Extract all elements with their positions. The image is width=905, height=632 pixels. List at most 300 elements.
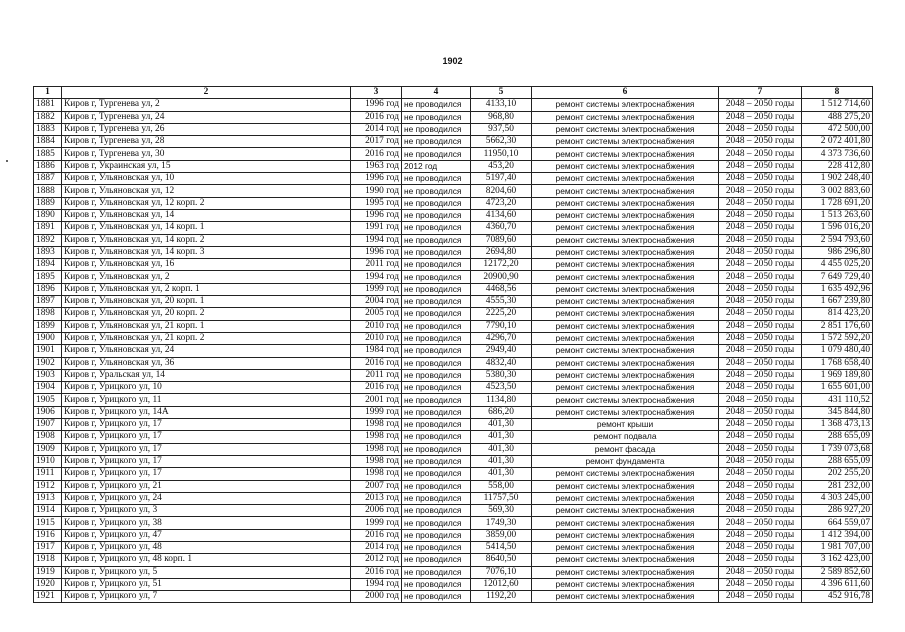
area-cell: 8640,50 <box>471 554 532 566</box>
address-cell: Киров г, Урицкого ул, 7 <box>62 591 351 603</box>
address-cell: Киров г, Ульяновская ул, 36 <box>62 357 351 369</box>
repair-period-cell: 2048 – 2050 годы <box>719 566 802 578</box>
address-cell: Киров г, Ульяновская ул, 10 <box>62 173 351 185</box>
row-number-cell: 1892 <box>34 234 62 246</box>
row-number-cell: 1900 <box>34 332 62 344</box>
area-cell: 4296,70 <box>471 332 532 344</box>
build-year-cell: 2017 год <box>351 136 402 148</box>
cost-cell: 345 844,80 <box>802 406 873 418</box>
last-repair-year-cell: не проводился <box>402 480 471 492</box>
cost-cell: 281 232,00 <box>802 480 873 492</box>
area-cell: 401,30 <box>471 468 532 480</box>
address-cell: Киров г, Ульяновская ул, 12 <box>62 185 351 197</box>
work-type-cell: ремонт системы электроснабжения <box>532 480 719 492</box>
address-cell: Киров г, Ульяновская ул, 12 корп. 2 <box>62 197 351 209</box>
table-row <box>34 271 873 283</box>
address-cell: Киров г, Урицкого ул, 10 <box>62 382 351 394</box>
table-row <box>34 578 873 590</box>
build-year-cell: 1996 год <box>351 246 402 258</box>
repair-period-cell: 2048 – 2050 годы <box>719 382 802 394</box>
address-cell: Киров г, Ульяновская ул, 14 корп. 1 <box>62 222 351 234</box>
repair-period-cell: 2048 – 2050 годы <box>719 492 802 504</box>
build-year-cell: 2010 год <box>351 332 402 344</box>
row-number-cell: 1884 <box>34 136 62 148</box>
cost-cell: 3 162 423,00 <box>802 554 873 566</box>
work-type-cell: ремонт системы электроснабжения <box>532 505 719 517</box>
build-year-cell: 2014 год <box>351 123 402 135</box>
work-type-cell: ремонт системы электроснабжения <box>532 185 719 197</box>
last-repair-year-cell: не проводился <box>402 591 471 603</box>
last-repair-year-cell: не проводился <box>402 419 471 431</box>
cost-cell: 1 079 480,40 <box>802 345 873 357</box>
row-number-cell: 1913 <box>34 492 62 504</box>
row-number-cell: 1920 <box>34 578 62 590</box>
work-type-cell: ремонт системы электроснабжения <box>532 345 719 357</box>
repair-period-cell: 2048 – 2050 годы <box>719 209 802 221</box>
address-cell: Киров г, Ульяновская ул, 16 <box>62 259 351 271</box>
cost-cell: 1 596 016,20 <box>802 222 873 234</box>
last-repair-year-cell: не проводился <box>402 492 471 504</box>
work-type-cell: ремонт системы электроснабжения <box>532 136 719 148</box>
scan-speck <box>6 160 8 162</box>
work-type-cell: ремонт крыши <box>532 419 719 431</box>
row-number-cell: 1894 <box>34 259 62 271</box>
last-repair-year-cell: не проводился <box>402 578 471 590</box>
work-type-cell: ремонт системы электроснабжения <box>532 173 719 185</box>
last-repair-year-cell: не проводился <box>402 505 471 517</box>
row-number-cell: 1909 <box>34 443 62 455</box>
build-year-cell: 1995 год <box>351 197 402 209</box>
area-cell: 937,50 <box>471 123 532 135</box>
column-header-5: 5 <box>471 87 532 99</box>
last-repair-year-cell: не проводился <box>402 517 471 529</box>
cost-cell: 1 739 073,68 <box>802 443 873 455</box>
area-cell: 12172,20 <box>471 259 532 271</box>
last-repair-year-cell: не проводился <box>402 566 471 578</box>
last-repair-year-cell: не проводился <box>402 308 471 320</box>
last-repair-year-cell: не проводился <box>402 369 471 381</box>
table-row <box>34 541 873 553</box>
build-year-cell: 2016 год <box>351 566 402 578</box>
repair-period-cell: 2048 – 2050 годы <box>719 111 802 123</box>
area-cell: 4134,60 <box>471 209 532 221</box>
last-repair-year-cell: не проводился <box>402 468 471 480</box>
table-row <box>34 591 873 603</box>
row-number-cell: 1919 <box>34 566 62 578</box>
last-repair-year-cell: не проводился <box>402 222 471 234</box>
column-header-1: 1 <box>34 87 62 99</box>
address-cell: Киров г, Урицкого ул, 47 <box>62 529 351 541</box>
address-cell: Киров г, Тургенева ул, 30 <box>62 148 351 160</box>
build-year-cell: 2016 год <box>351 382 402 394</box>
build-year-cell: 2013 год <box>351 492 402 504</box>
area-cell: 401,30 <box>471 431 532 443</box>
repair-period-cell: 2048 – 2050 годы <box>719 197 802 209</box>
repair-schedule-table <box>33 86 873 603</box>
repair-period-cell: 2048 – 2050 годы <box>719 222 802 234</box>
address-cell: Киров г, Урицкого ул, 38 <box>62 517 351 529</box>
repair-period-cell: 2048 – 2050 годы <box>719 578 802 590</box>
repair-period-cell: 2048 – 2050 годы <box>719 431 802 443</box>
row-number-cell: 1905 <box>34 394 62 406</box>
table-row <box>34 431 873 443</box>
work-type-cell: ремонт системы электроснабжения <box>532 517 719 529</box>
build-year-cell: 1998 год <box>351 455 402 467</box>
repair-period-cell: 2048 – 2050 годы <box>719 99 802 111</box>
work-type-cell: ремонт системы электроснабжения <box>532 283 719 295</box>
work-type-cell: ремонт системы электроснабжения <box>532 406 719 418</box>
last-repair-year-cell: не проводился <box>402 431 471 443</box>
address-cell: Киров г, Урицкого ул, 3 <box>62 505 351 517</box>
last-repair-year-cell: не проводился <box>402 246 471 258</box>
row-number-cell: 1885 <box>34 148 62 160</box>
last-repair-year-cell: не проводился <box>402 197 471 209</box>
last-repair-year-cell: не проводился <box>402 455 471 467</box>
cost-cell: 1 368 473,13 <box>802 419 873 431</box>
work-type-cell: ремонт системы электроснабжения <box>532 99 719 111</box>
repair-period-cell: 2048 – 2050 годы <box>719 123 802 135</box>
cost-cell: 228 412,80 <box>802 160 873 172</box>
build-year-cell: 1996 год <box>351 99 402 111</box>
address-cell: Киров г, Урицкого ул, 24 <box>62 492 351 504</box>
address-cell: Киров г, Урицкого ул, 21 <box>62 480 351 492</box>
build-year-cell: 1994 год <box>351 271 402 283</box>
cost-cell: 472 500,00 <box>802 123 873 135</box>
repair-period-cell: 2048 – 2050 годы <box>719 283 802 295</box>
row-number-cell: 1903 <box>34 369 62 381</box>
build-year-cell: 1999 год <box>351 517 402 529</box>
last-repair-year-cell: не проводился <box>402 148 471 160</box>
area-cell: 5380,30 <box>471 369 532 381</box>
work-type-cell: ремонт системы электроснабжения <box>532 111 719 123</box>
address-cell: Киров г, Тургенева ул, 2 <box>62 99 351 111</box>
work-type-cell: ремонт подвала <box>532 431 719 443</box>
cost-cell: 431 110,52 <box>802 394 873 406</box>
build-year-cell: 2016 год <box>351 357 402 369</box>
last-repair-year-cell: не проводился <box>402 529 471 541</box>
last-repair-year-cell: не проводился <box>402 443 471 455</box>
area-cell: 558,00 <box>471 480 532 492</box>
row-number-cell: 1911 <box>34 468 62 480</box>
build-year-cell: 2007 год <box>351 480 402 492</box>
address-cell: Киров г, Урицкого ул, 17 <box>62 419 351 431</box>
repair-period-cell: 2048 – 2050 годы <box>719 296 802 308</box>
cost-cell: 286 927,20 <box>802 505 873 517</box>
cost-cell: 2 589 852,60 <box>802 566 873 578</box>
build-year-cell: 1994 год <box>351 578 402 590</box>
cost-cell: 2 594 793,60 <box>802 234 873 246</box>
cost-cell: 3 002 883,60 <box>802 185 873 197</box>
address-cell: Киров г, Ульяновская ул, 24 <box>62 345 351 357</box>
cost-cell: 202 255,20 <box>802 468 873 480</box>
build-year-cell: 1998 год <box>351 443 402 455</box>
build-year-cell: 2005 год <box>351 308 402 320</box>
page-number: 1902 <box>442 56 463 66</box>
last-repair-year-cell: не проводился <box>402 209 471 221</box>
cost-cell: 488 275,20 <box>802 111 873 123</box>
cost-cell: 7 649 729,40 <box>802 271 873 283</box>
repair-period-cell: 2048 – 2050 годы <box>719 505 802 517</box>
area-cell: 5662,30 <box>471 136 532 148</box>
last-repair-year-cell: не проводился <box>402 332 471 344</box>
repair-period-cell: 2048 – 2050 годы <box>719 406 802 418</box>
work-type-cell: ремонт системы электроснабжения <box>532 492 719 504</box>
table-row <box>34 505 873 517</box>
area-cell: 5197,40 <box>471 173 532 185</box>
build-year-cell: 2016 год <box>351 111 402 123</box>
build-year-cell: 1990 год <box>351 185 402 197</box>
row-number-cell: 1916 <box>34 529 62 541</box>
row-number-cell: 1881 <box>34 99 62 111</box>
cost-cell: 2 072 401,80 <box>802 136 873 148</box>
table-row <box>34 345 873 357</box>
area-cell: 5414,50 <box>471 541 532 553</box>
table-row <box>34 320 873 332</box>
area-cell: 4133,10 <box>471 99 532 111</box>
build-year-cell: 1994 год <box>351 234 402 246</box>
last-repair-year-cell: не проводился <box>402 259 471 271</box>
repair-period-cell: 2048 – 2050 годы <box>719 443 802 455</box>
table-row <box>34 406 873 418</box>
work-type-cell: ремонт системы электроснабжения <box>532 123 719 135</box>
address-cell: Киров г, Урицкого ул, 5 <box>62 566 351 578</box>
area-cell: 7076,10 <box>471 566 532 578</box>
row-number-cell: 1915 <box>34 517 62 529</box>
repair-period-cell: 2048 – 2050 годы <box>719 136 802 148</box>
repair-period-cell: 2048 – 2050 годы <box>719 369 802 381</box>
build-year-cell: 1991 год <box>351 222 402 234</box>
last-repair-year-cell: не проводился <box>402 173 471 185</box>
work-type-cell: ремонт системы электроснабжения <box>532 578 719 590</box>
row-number-cell: 1910 <box>34 455 62 467</box>
last-repair-year-cell: не проводился <box>402 554 471 566</box>
work-type-cell: ремонт системы электроснабжения <box>532 541 719 553</box>
table-row <box>34 419 873 431</box>
area-cell: 1192,20 <box>471 591 532 603</box>
cost-cell: 4 373 736,60 <box>802 148 873 160</box>
build-year-cell: 1998 год <box>351 431 402 443</box>
repair-period-cell: 2048 – 2050 годы <box>719 541 802 553</box>
row-number-cell: 1882 <box>34 111 62 123</box>
work-type-cell: ремонт системы электроснабжения <box>532 148 719 160</box>
table-row <box>34 492 873 504</box>
row-number-cell: 1891 <box>34 222 62 234</box>
last-repair-year-cell: не проводился <box>402 320 471 332</box>
table-row <box>34 197 873 209</box>
column-header-4: 4 <box>402 87 471 99</box>
column-number-header-row <box>34 87 873 99</box>
area-cell: 2225,20 <box>471 308 532 320</box>
last-repair-year-cell: не проводился <box>402 185 471 197</box>
last-repair-year-cell: не проводился <box>402 271 471 283</box>
table-row <box>34 529 873 541</box>
work-type-cell: ремонт системы электроснабжения <box>532 468 719 480</box>
last-repair-year-cell: не проводился <box>402 406 471 418</box>
last-repair-year-cell: не проводился <box>402 111 471 123</box>
area-cell: 401,30 <box>471 443 532 455</box>
repair-period-cell: 2048 – 2050 годы <box>719 480 802 492</box>
address-cell: Киров г, Ульяновская ул, 21 корп. 1 <box>62 320 351 332</box>
area-cell: 686,20 <box>471 406 532 418</box>
row-number-cell: 1918 <box>34 554 62 566</box>
cost-cell: 4 303 245,00 <box>802 492 873 504</box>
table-row <box>34 455 873 467</box>
repair-period-cell: 2048 – 2050 годы <box>719 419 802 431</box>
row-number-cell: 1914 <box>34 505 62 517</box>
table-row <box>34 173 873 185</box>
table-row <box>34 123 873 135</box>
area-cell: 11757,50 <box>471 492 532 504</box>
cost-cell: 1 728 691,20 <box>802 197 873 209</box>
table-row <box>34 468 873 480</box>
row-number-cell: 1890 <box>34 209 62 221</box>
build-year-cell: 2001 год <box>351 394 402 406</box>
table-row <box>34 185 873 197</box>
table-row <box>34 357 873 369</box>
last-repair-year-cell: не проводился <box>402 234 471 246</box>
row-number-cell: 1901 <box>34 345 62 357</box>
build-year-cell: 2016 год <box>351 148 402 160</box>
area-cell: 7089,60 <box>471 234 532 246</box>
table-row <box>34 283 873 295</box>
address-cell: Киров г, Тургенева ул, 28 <box>62 136 351 148</box>
address-cell: Киров г, Ульяновская ул, 21 корп. 2 <box>62 332 351 344</box>
area-cell: 4723,20 <box>471 197 532 209</box>
table-row <box>34 394 873 406</box>
repair-period-cell: 2048 – 2050 годы <box>719 455 802 467</box>
cost-cell: 664 559,07 <box>802 517 873 529</box>
column-header-8: 8 <box>802 87 873 99</box>
column-header-7: 7 <box>719 87 802 99</box>
address-cell: Киров г, Ульяновская ул, 20 корп. 1 <box>62 296 351 308</box>
repair-period-cell: 2048 – 2050 годы <box>719 259 802 271</box>
work-type-cell: ремонт системы электроснабжения <box>532 566 719 578</box>
cost-cell: 1 412 394,00 <box>802 529 873 541</box>
table-row <box>34 296 873 308</box>
cost-cell: 1 981 707,00 <box>802 541 873 553</box>
row-number-cell: 1917 <box>34 541 62 553</box>
work-type-cell: ремонт фасада <box>532 443 719 455</box>
address-cell: Киров г, Ульяновская ул, 14 <box>62 209 351 221</box>
table-row <box>34 136 873 148</box>
cost-cell: 4 396 611,60 <box>802 578 873 590</box>
table-row <box>34 480 873 492</box>
last-repair-year-cell: не проводился <box>402 541 471 553</box>
cost-cell: 986 296,80 <box>802 246 873 258</box>
address-cell: Киров г, Уральская ул, 14 <box>62 369 351 381</box>
table-row <box>34 160 873 172</box>
cost-cell: 1 513 263,60 <box>802 209 873 221</box>
last-repair-year-cell: не проводился <box>402 123 471 135</box>
last-repair-year-cell: не проводился <box>402 357 471 369</box>
column-header-2: 2 <box>62 87 351 99</box>
build-year-cell: 1996 год <box>351 173 402 185</box>
work-type-cell: ремонт системы электроснабжения <box>532 296 719 308</box>
build-year-cell: 2011 год <box>351 259 402 271</box>
row-number-cell: 1902 <box>34 357 62 369</box>
table-row <box>34 517 873 529</box>
repair-period-cell: 2048 – 2050 годы <box>719 271 802 283</box>
work-type-cell: ремонт системы электроснабжения <box>532 308 719 320</box>
work-type-cell: ремонт системы электроснабжения <box>532 259 719 271</box>
build-year-cell: 2000 год <box>351 591 402 603</box>
area-cell: 569,30 <box>471 505 532 517</box>
work-type-cell: ремонт системы электроснабжения <box>532 222 719 234</box>
cost-cell: 1 635 492,96 <box>802 283 873 295</box>
area-cell: 8204,60 <box>471 185 532 197</box>
repair-period-cell: 2048 – 2050 годы <box>719 357 802 369</box>
address-cell: Киров г, Урицкого ул, 17 <box>62 431 351 443</box>
table-row <box>34 111 873 123</box>
area-cell: 4523,50 <box>471 382 532 394</box>
address-cell: Киров г, Урицкого ул, 51 <box>62 578 351 590</box>
work-type-cell: ремонт системы электроснабжения <box>532 394 719 406</box>
work-type-cell: ремонт системы электроснабжения <box>532 234 719 246</box>
area-cell: 4555,30 <box>471 296 532 308</box>
table-row <box>34 554 873 566</box>
cost-cell: 1 969 189,80 <box>802 369 873 381</box>
last-repair-year-cell: не проводился <box>402 394 471 406</box>
area-cell: 4468,56 <box>471 283 532 295</box>
area-cell: 12012,60 <box>471 578 532 590</box>
column-header-6: 6 <box>532 87 719 99</box>
repair-period-cell: 2048 – 2050 годы <box>719 529 802 541</box>
address-cell: Киров г, Урицкого ул, 17 <box>62 443 351 455</box>
table-row <box>34 259 873 271</box>
column-header-3: 3 <box>351 87 402 99</box>
row-number-cell: 1898 <box>34 308 62 320</box>
row-number-cell: 1906 <box>34 406 62 418</box>
repair-period-cell: 2048 – 2050 годы <box>719 554 802 566</box>
work-type-cell: ремонт системы электроснабжения <box>532 357 719 369</box>
table-row <box>34 332 873 344</box>
repair-period-cell: 2048 – 2050 годы <box>719 468 802 480</box>
repair-period-cell: 2048 – 2050 годы <box>719 394 802 406</box>
work-type-cell: ремонт системы электроснабжения <box>532 554 719 566</box>
table-row <box>34 234 873 246</box>
repair-period-cell: 2048 – 2050 годы <box>719 332 802 344</box>
row-number-cell: 1889 <box>34 197 62 209</box>
work-type-cell: ремонт системы электроснабжения <box>532 209 719 221</box>
repair-period-cell: 2048 – 2050 годы <box>719 320 802 332</box>
address-cell: Киров г, Ульяновская ул, 14 корп. 3 <box>62 246 351 258</box>
table-row <box>34 382 873 394</box>
last-repair-year-cell: 2012 год <box>402 160 471 172</box>
repair-period-cell: 2048 – 2050 годы <box>719 148 802 160</box>
area-cell: 401,30 <box>471 455 532 467</box>
build-year-cell: 1998 год <box>351 419 402 431</box>
build-year-cell: 2006 год <box>351 505 402 517</box>
cost-cell: 814 423,20 <box>802 308 873 320</box>
address-cell: Киров г, Тургенева ул, 24 <box>62 111 351 123</box>
address-cell: Киров г, Ульяновская ул, 14 корп. 2 <box>62 234 351 246</box>
row-number-cell: 1912 <box>34 480 62 492</box>
table-row <box>34 209 873 221</box>
work-type-cell: ремонт системы электроснабжения <box>532 320 719 332</box>
row-number-cell: 1895 <box>34 271 62 283</box>
row-number-cell: 1883 <box>34 123 62 135</box>
repair-period-cell: 2048 – 2050 годы <box>719 173 802 185</box>
area-cell: 1749,30 <box>471 517 532 529</box>
row-number-cell: 1907 <box>34 419 62 431</box>
work-type-cell: ремонт системы электроснабжения <box>532 246 719 258</box>
area-cell: 2694,80 <box>471 246 532 258</box>
row-number-cell: 1899 <box>34 320 62 332</box>
last-repair-year-cell: не проводился <box>402 136 471 148</box>
row-number-cell: 1908 <box>34 431 62 443</box>
build-year-cell: 1999 год <box>351 406 402 418</box>
cost-cell: 2 851 176,60 <box>802 320 873 332</box>
